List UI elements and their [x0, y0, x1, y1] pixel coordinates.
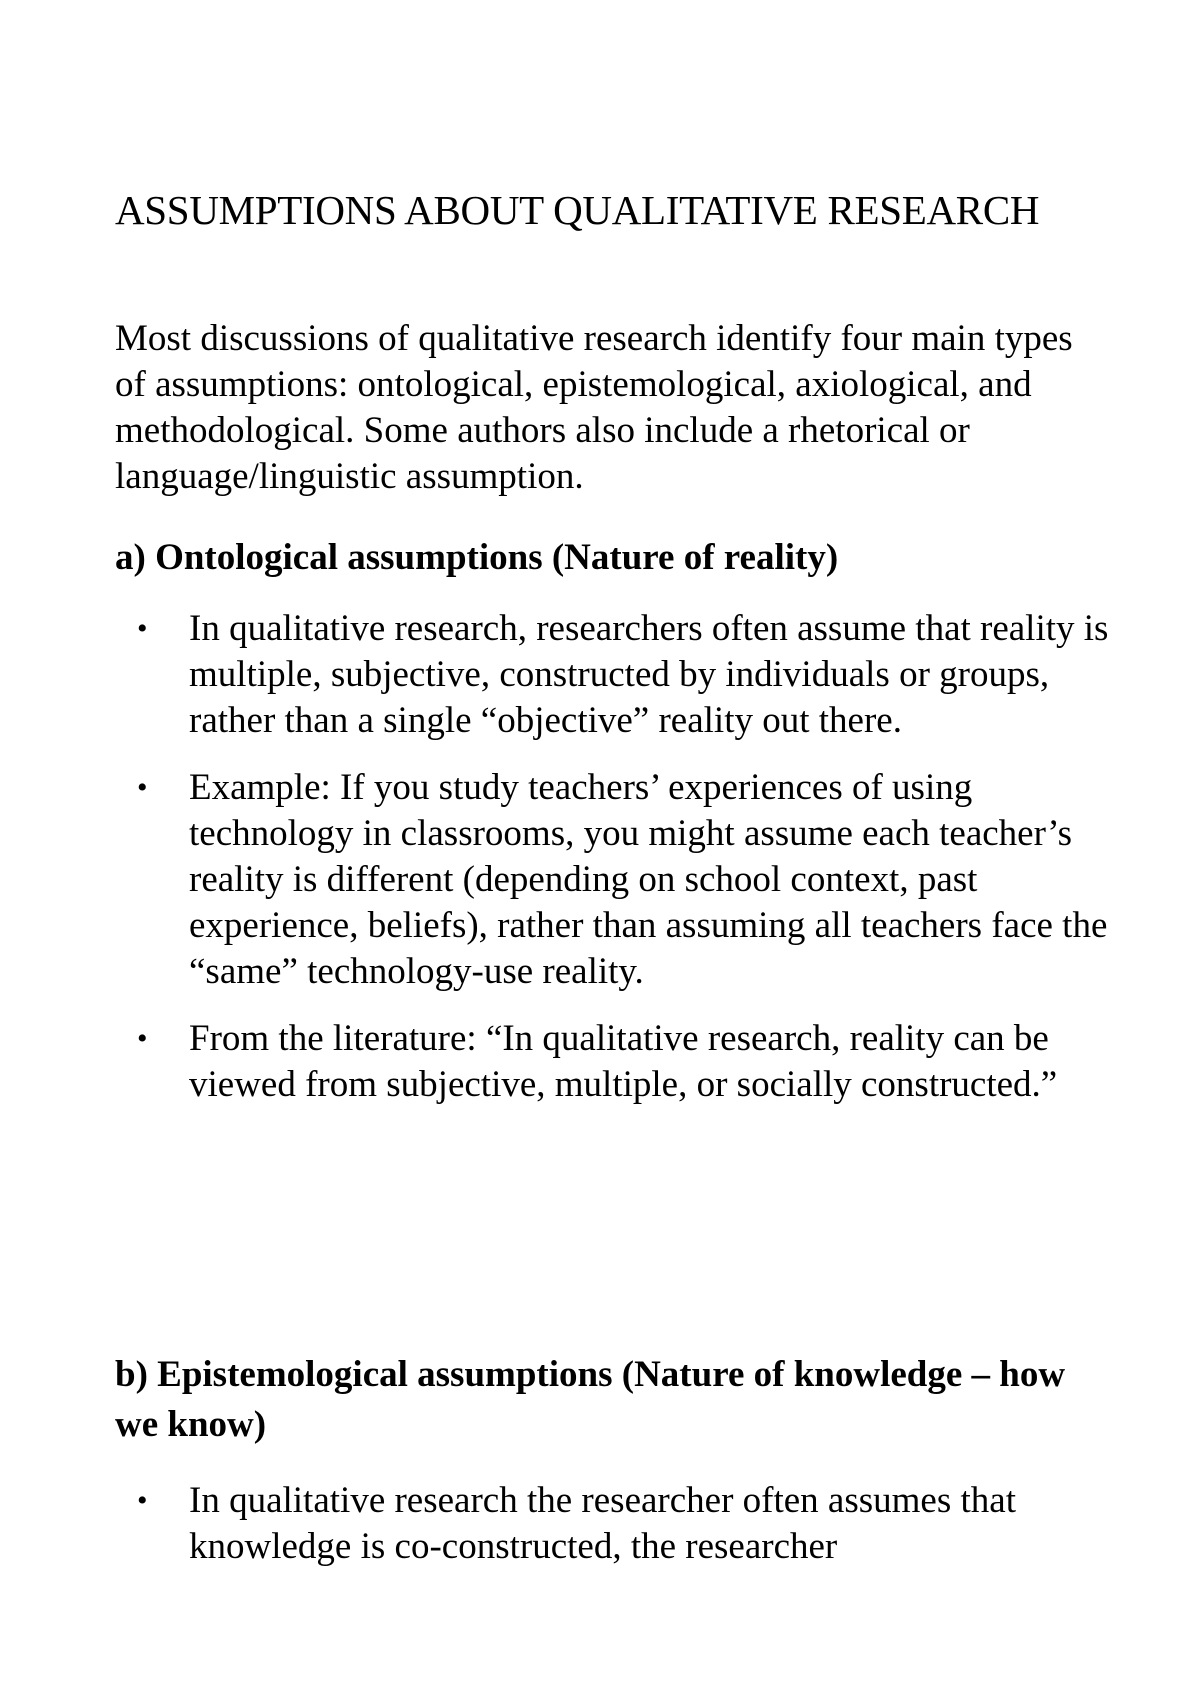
bullet-icon: • — [137, 612, 148, 645]
list-item — [115, 606, 1109, 744]
document-title: ASSUMPTIONS ABOUT QUALITATIVE RESEARCH — [115, 187, 1040, 233]
ontological-bullet-list — [115, 606, 1115, 1108]
bullet-text: Example: If you study teachers’ experiences of using technology in classrooms, you might assume each teacher’s reality is different (depending on school context, past experience, beliefs), rather than assuming all teachers face the “same” technology-use reality. — [189, 767, 1108, 992]
bullet-icon: • — [137, 771, 148, 804]
list-item — [115, 765, 1109, 995]
intro-paragraph: Most discussions of qualitative research identify four main types of assumptions: ontological, epistemological, axiological, and methodological. Some authors also include a rhetorical or language/linguistic assumption. — [115, 318, 1073, 497]
bullet-text: From the literature: “In qualitative research, reality can be viewed from subjective, multiple, or socially constructed.” — [189, 1018, 1058, 1105]
list-item — [115, 1016, 1109, 1108]
section-heading-epistemological: b) Epistemological assumptions (Nature of knowledge – how we know) — [115, 1354, 1066, 1445]
bullet-icon: • — [137, 1484, 148, 1517]
list-item — [115, 1478, 1109, 1570]
section-heading-ontological: a) Ontological assumptions (Nature of reality) — [115, 537, 839, 578]
bullet-text: In qualitative research, researchers often assume that reality is multiple, subjective, constructed by individuals or groups, rather than a single “objective” reality out there. — [189, 608, 1109, 741]
bullet-icon: • — [137, 1022, 148, 1055]
epistemological-bullet-list — [115, 1478, 1115, 1570]
bullet-text: In qualitative research the researcher often assumes that knowledge is co-constructed, the researcher — [189, 1480, 1016, 1567]
